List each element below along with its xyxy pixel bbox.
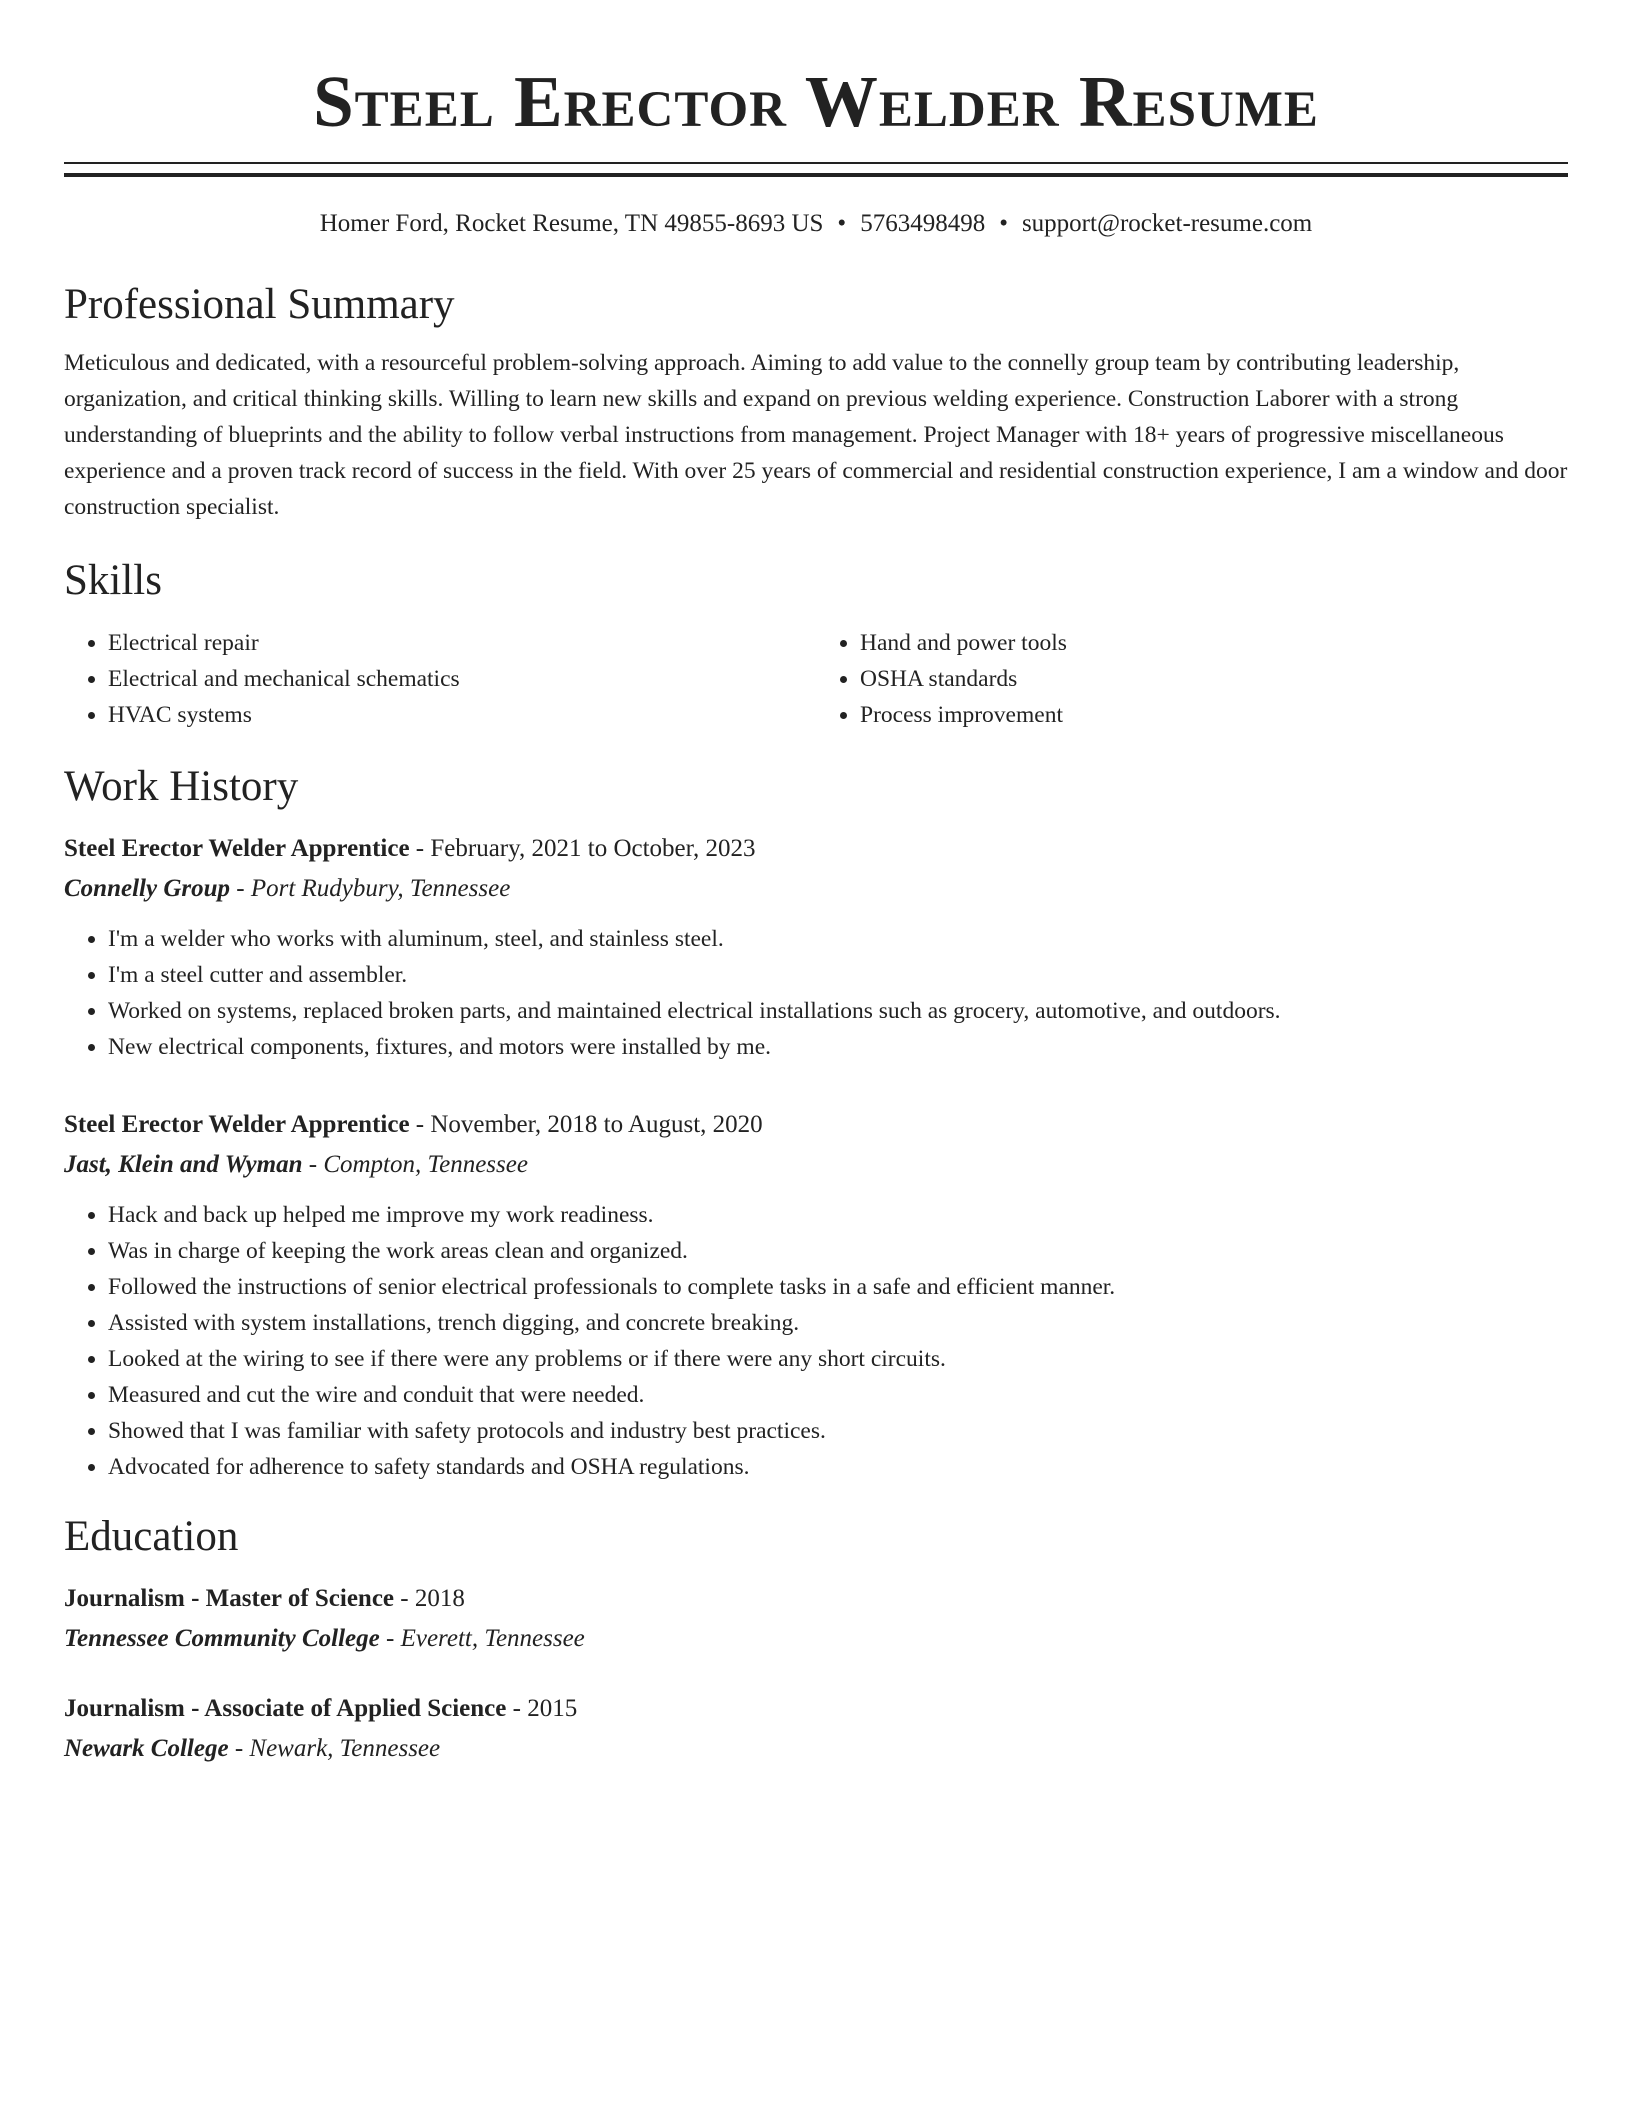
job-bullet: • Advocated for adherence to safety standards and OSHA regulations. [108, 1449, 1568, 1485]
job-role-line: Steel Erector Welder Apprentice - February, 2021 to October, 2023 [64, 835, 756, 862]
section-heading-skills: Skills [64, 557, 162, 604]
skill-item: • Hand and power tools [860, 625, 1568, 661]
job-company-line: Jast, Klein and Wyman - Compton, Tennessee [64, 1151, 528, 1178]
contact-email: support@rocket-resume.com [1021, 210, 1313, 237]
job-bullet: • Followed the instructions of senior electrical professionals to complete tasks in a safe and efficient manner. [108, 1269, 1568, 1305]
education-school-line: Tennessee Community College - Everett, Tennessee [64, 1625, 585, 1652]
education-school: Newark College [64, 1735, 229, 1762]
job-dates: November, 2018 to August, 2020 [430, 1111, 763, 1138]
work-history-section [64, 759, 1568, 1485]
job-bullet: • Measured and cut the wire and conduit that were needed. [108, 1377, 1568, 1413]
education-location: Newark, Tennessee [249, 1735, 441, 1762]
education-year: 2018 [414, 1585, 465, 1612]
skill-item: • Process improvement [860, 697, 1568, 733]
job-bullet: • I'm a steel cutter and assembler. [108, 957, 1568, 993]
contact-address: Homer Ford, Rocket Resume, TN 49855-8693 US [319, 210, 824, 237]
skills-columns [64, 625, 1568, 733]
education-school: Tennessee Community College [64, 1625, 380, 1652]
contact-separator: • [837, 210, 847, 237]
job-bullet: • Looked at the wiring to see if there were any problems or if there were any short circuits. [108, 1341, 1568, 1377]
contact-phone: 5763498498 [860, 210, 986, 237]
education-entry [64, 1689, 1568, 1769]
skills-section [64, 553, 1568, 733]
job-role: Steel Erector Welder Apprentice [64, 1111, 410, 1138]
education-degree-line: Journalism - Associate of Applied Science - 2015 [64, 1695, 578, 1722]
education-degree: Journalism - Master of Science [64, 1585, 395, 1612]
job-company-line: Connelly Group - Port Rudybury, Tennessee [64, 875, 511, 902]
job-bullets [64, 921, 1568, 1065]
section-heading-summary: Professional Summary [64, 281, 455, 328]
job-bullet: • I'm a welder who works with aluminum, steel, and stainless steel. [108, 921, 1568, 957]
job-company: Connelly Group [64, 875, 231, 902]
job-location: Compton, Tennessee [323, 1151, 528, 1178]
job-dates: February, 2021 to October, 2023 [430, 835, 756, 862]
education-degree-line: Journalism - Master of Science - 2018 [64, 1585, 465, 1612]
skill-item: • Electrical repair [108, 625, 816, 661]
summary-text: Meticulous and dedicated, with a resourceful problem-solving approach. Aiming to add value to the connelly group team by contributing leadership, organization, and critical thinking skills. Willing to learn new skills and expand on previous welding experience. Construction Laborer with a strong understanding of blueprints and the ability to follow verbal instructions from management. Project Manager with 18+ years of progressive miscellaneous experience and a proven track record of success in the field. With over 25 years of commercial and residential construction experience, I am a window and door construction specialist. [64, 350, 1568, 520]
job-bullet: • Assisted with system installations, trench digging, and concrete breaking. [108, 1305, 1568, 1341]
job-company: Jast, Klein and Wyman [64, 1151, 303, 1178]
education-section [64, 1509, 1568, 1769]
education-entry [64, 1579, 1568, 1659]
contact-separator: • [999, 210, 1008, 237]
education-location: Everett, Tennessee [400, 1625, 585, 1652]
skills-list-left [64, 625, 816, 733]
job-bullet: • Showed that I was familiar with safety protocols and industry best practices. [108, 1413, 1568, 1449]
education-school-line: Newark College - Newark, Tennessee [64, 1735, 441, 1762]
job-role: Steel Erector Welder Apprentice [64, 835, 410, 862]
job-entry [64, 1105, 1568, 1485]
skill-item: • Electrical and mechanical schematics [108, 661, 816, 697]
job-bullet: • Was in charge of keeping the work areas clean and organized. [108, 1233, 1568, 1269]
professional-summary-section [64, 277, 1568, 525]
skill-item: • HVAC systems [108, 697, 816, 733]
job-entry [64, 829, 1568, 1065]
job-role-line: Steel Erector Welder Apprentice - November, 2018 to August, 2020 [64, 1111, 763, 1138]
education-year: 2015 [527, 1695, 578, 1722]
section-heading-work: Work History [64, 763, 299, 810]
title-double-rule [64, 162, 1568, 177]
job-bullets [64, 1197, 1568, 1485]
job-bullet: • Worked on systems, replaced broken parts, and maintained electrical installations such as grocery, automotive, and outdoors. [108, 993, 1568, 1029]
contact-line [64, 207, 1568, 241]
job-bullet: • Hack and back up helped me improve my work readiness. [108, 1197, 1568, 1233]
section-heading-education: Education [64, 1513, 239, 1560]
job-location: Port Rudybury, Tennessee [250, 875, 511, 902]
skill-item: • OSHA standards [860, 661, 1568, 697]
skills-list-right [816, 625, 1568, 733]
resume-title: Steel Erector Welder Resume [313, 61, 1319, 142]
education-degree: Journalism - Associate of Applied Science [64, 1695, 507, 1722]
job-bullet: • New electrical components, fixtures, and motors were installed by me. [108, 1029, 1568, 1065]
